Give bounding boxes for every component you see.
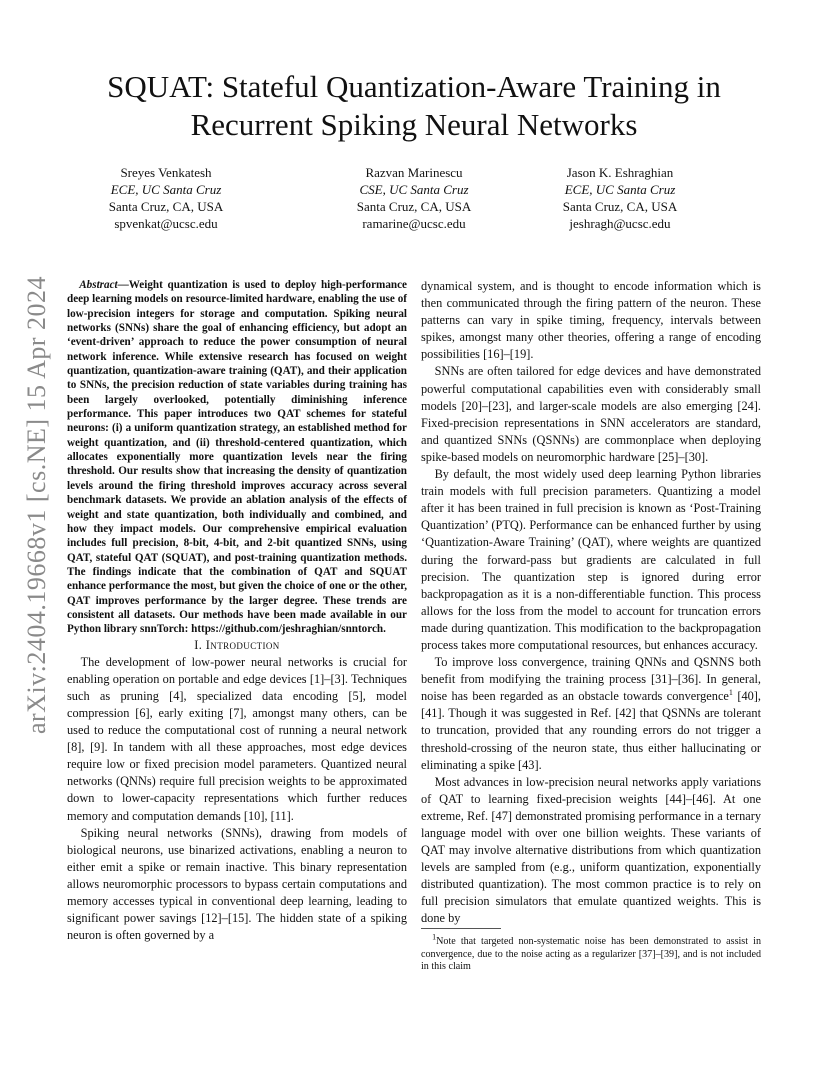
body-paragraph: SNNs are often tailored for edge devices and have demonstrated powerful computational capabilities even with considerably small models [20]–[23], and larger-scale models are also emerging [24]. Fixed-precision representations in SNN accelerators are standard, and quantized SNNs (QSNNs) are commonplace when deploying spike-based models on neuromorphic hardware [25]–[30]. [421,364,761,464]
title-line-2: Recurrent Spiking Neural Networks [190,107,638,142]
title-line-1: SQUAT: Stateful Quantization-Aware Training in [107,69,721,104]
footnote [421,932,761,974]
right-column [421,278,761,928]
body-paragraph: dynamical system, and is thought to encode information which is then communicated through the firing pattern of the neuron. These patterns can vary in spike timing, frequency, intervals between spikes, amongst many other theories, offering a range of encoding possibilities [16]–[19]. [421,279,761,362]
author-2 [314,164,514,232]
arxiv-sidebar-stamp [22,275,52,735]
author-3 [520,164,720,232]
body-paragraph [421,654,761,774]
author-name: Razvan Marinescu [365,165,463,180]
author-email: jeshragh@ucsc.edu [569,216,671,231]
abstract-text: —Weight quantization is used to deploy high-performance deep learning models on resource-limited hardware, enabling the use of low-precision integers for storage and computation. Spiking neural networks (SNNs) share the goal of enhancing efficiency, but adopt an ‘event-driven’ approach to reduce the power consumption of neural network inference. While extensive research has focused on weight quantization, quantization-aware training (QAT), and their application to SNNs, the precision reduction of state variables during training has been largely overlooked, potentially diminishing inference performance. This paper introduces two QAT schemes for stateful neurons: (i) a uniform quantization strategy, an established method for weight quantization, and (ii) threshold-centered quantization, which allocates exponentially more quantization levels near the firing threshold. Our results show that increasing the density of quantization levels around the firing threshold improves accuracy across several benchmark datasets. We provide an ablation analysis of the effects of weight and state quantization, both individually and combined, and how they impact models. Our comprehensive empirical evaluation includes full precision, 8-bit, 4-bit, and 2-bit quantized SNNs, using QAT, stateful QAT (SQUAT), and post-training quantization methods. The findings indicate that the combination of QAT and SQUAT enhance performance the most, but given the choice of one or the other, QAT improves performance by the larger degree. These trends are consistent all datasets. Our methods have been made available in our Python library snnTorch: https://github.com/jeshraghian/snntorch. [67,279,407,636]
left-column [67,278,407,944]
footnote-text [421,932,761,974]
author-affiliation: ECE, UC Santa Cruz [564,182,676,197]
body-paragraph: Spiking neural networks (SNNs), drawing from models of biological neurons, use binarized activations, enabling a neuron to either emit a spike or remain inactive. This binary representation allows neuromorphic processors to bypass certain computations and memory accesses typical in conventional deep learning, leading to significant power savings [12]–[15]. The hidden state of a spiking neuron is often governed by a [67,825,407,943]
footnote-rule [421,928,501,929]
author-name: Sreyes Venkatesh [120,165,212,180]
body-paragraph: Most advances in low-precision neural networks apply variations of QAT to learning fixed-precision weights [44]–[46]. At one extreme, Ref. [47] demonstrated promising performance in a ternary language model with over one billion weights. These variants of QAT may involve alternative distributions from which quantization levels are sampled from (e.g., uniform quantization, exponentially distributed quantization). The most common practice is to rely on full precision simulators that emulate quantized weights. This is done by [421,774,761,926]
author-location: Santa Cruz, CA, USA [356,199,472,214]
body-paragraph: By default, the most widely used deep learning Python libraries train models with full precision parameters. Quantizing a model after it has been trained in full precision is known as ‘Post-Training Quantization’ (PTQ). Performance can be enhanced further by using ‘Quantization-Aware Training’ (QAT), where weights are quantized during the forward-pass but gradients are calculated in full precision. The quantization step is ignored during error backpropagation as it is a non-differentiable function. This process allows for the loss from the model to account for truncation errors made during quantization. This modification to the backpropagation process takes more computational resources, but enhances accuracy. [421,467,761,652]
paper-title [60,68,768,144]
footnote-number: 1 [432,932,437,942]
footnote-body: Note that targeted non-systematic noise has been demonstrated to assist in convergence, due to the noise acting as a regularizer [37]–[39], and is not included in this claim [421,936,761,973]
footnote-marker: 1 [728,688,733,698]
arxiv-identifier: arXiv:2404.19668v1 [cs.NE] 15 Apr 2024 [22,275,51,735]
text-run: To improve loss convergence, training QNNs and QSNNS both benefit from modifying the training process [31]–[36]. In general, noise has been regarded as an obstacle towards convergence [421,655,761,704]
text-run: [40], [41]. Though it was suggested in Ref. [42] that QSNNs are tolerant to truncation, provided that any rounding errors do not trigger a threshold-crossing of the neuron state, thus either hallucinating or eliminating a spike [43]. [421,689,761,772]
author-affiliation: CSE, UC Santa Cruz [359,182,469,197]
body-paragraph: The development of low-power neural networks is crucial for enabling operation on portable and edge devices [1]–[3]. Techniques such as pruning [4], specialized data encoding [5], model compression [6], early exiting [7], amongst many others, can be used to reduce the computational cost of running a neural network [8], [9]. In tandem with all these approaches, most edge devices require low or fixed precision model parameters. Quantized neural networks (QNNs) require full precision weights to be approximated down to lower-capacity representations which further reduces memory and computation demands [10], [11]. [67,654,407,823]
author-affiliation: ECE, UC Santa Cruz [110,182,222,197]
author-name: Jason K. Eshraghian [566,165,674,180]
abstract-label: Abstract [79,279,118,291]
abstract [67,278,407,637]
author-1 [66,164,266,232]
author-location: Santa Cruz, CA, USA [108,199,224,214]
author-email: ramarine@ucsc.edu [362,216,466,231]
author-location: Santa Cruz, CA, USA [562,199,678,214]
section-heading-introduction: I. Introduction [194,637,280,652]
author-email: spvenkat@ucsc.edu [114,216,218,231]
